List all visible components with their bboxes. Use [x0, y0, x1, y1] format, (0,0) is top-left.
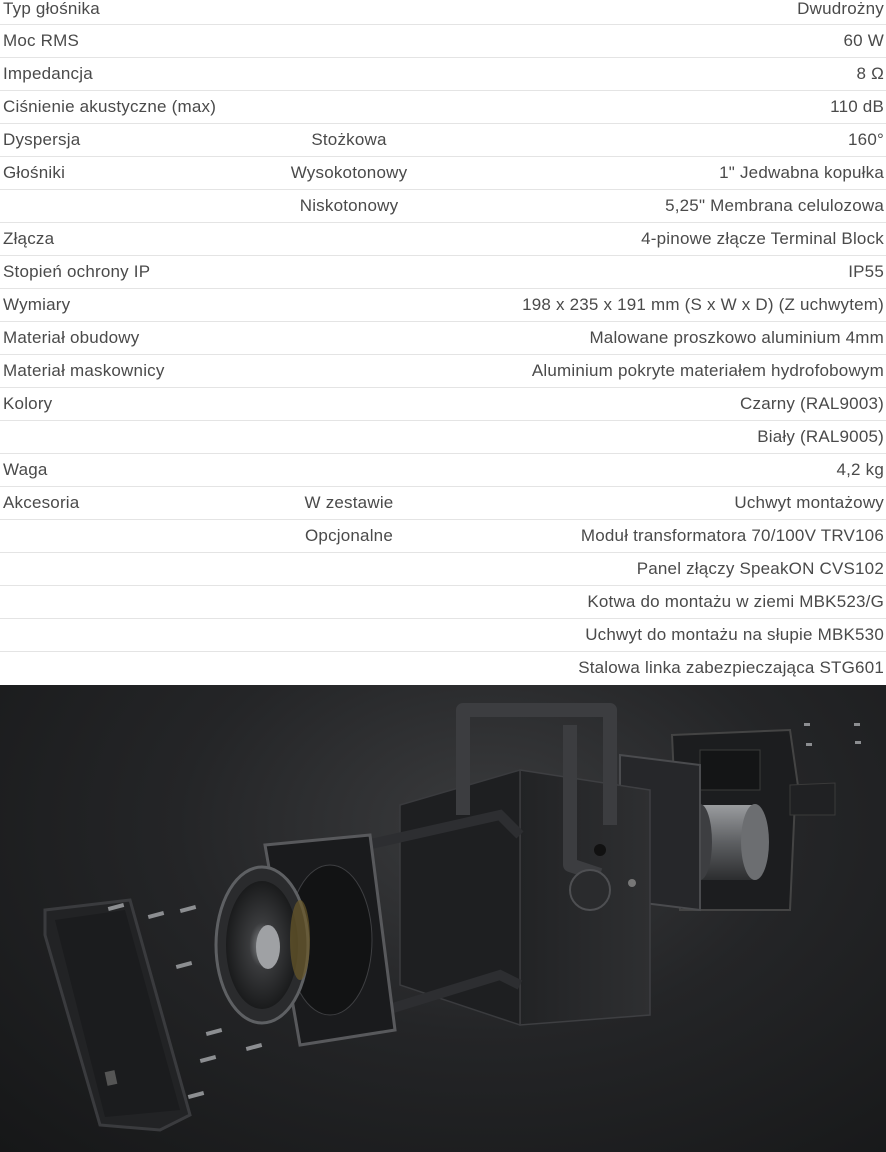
- spec-sublabel: Wysokotonowy: [290, 163, 408, 182]
- spec-value: Stalowa linka zabezpieczająca STG601: [578, 658, 884, 677]
- spec-label: Złącza: [3, 229, 55, 248]
- spec-row: [0, 619, 886, 652]
- spec-label: Wymiary: [3, 295, 71, 314]
- spec-row: [0, 487, 886, 520]
- spec-label: Dyspersja: [3, 130, 81, 149]
- spec-row: [0, 0, 886, 25]
- front-grille: [45, 900, 190, 1130]
- spec-value: Moduł transformatora 70/100V TRV106: [580, 526, 884, 545]
- spec-row: [0, 289, 886, 322]
- spec-label: Ciśnienie akustyczne (max): [3, 97, 217, 116]
- spec-label: Moc RMS: [3, 31, 80, 50]
- spec-label: Akcesoria: [3, 493, 80, 512]
- spec-label: Materiał obudowy: [3, 328, 140, 347]
- spec-label: Impedancja: [3, 64, 93, 83]
- spec-value: Dwudrożny: [797, 0, 884, 18]
- spec-sublabel: Niskotonowy: [299, 196, 399, 215]
- spec-row: [0, 223, 886, 256]
- spec-value: Panel złączy SpeakON CVS102: [636, 559, 884, 578]
- spec-value: Malowane proszkowo aluminium 4mm: [589, 328, 884, 347]
- spec-row: [0, 520, 886, 553]
- spec-sublabel: Stożkowa: [311, 130, 387, 149]
- spec-row: [0, 388, 886, 421]
- spec-label: Waga: [3, 460, 48, 479]
- spec-row: [0, 586, 886, 619]
- spec-row: [0, 322, 886, 355]
- spec-value: Uchwyt montażowy: [734, 493, 884, 512]
- spec-row: [0, 58, 886, 91]
- speaker-exploded-illustration: [0, 685, 886, 1152]
- spec-row: [0, 553, 886, 586]
- spec-row: [0, 355, 886, 388]
- spec-value: Aluminium pokryte materiałem hydrofobowym: [531, 361, 884, 380]
- woofer-driver: [216, 867, 310, 1023]
- spec-row: [0, 652, 886, 685]
- spec-value: Uchwyt do montażu na słupie MBK530: [585, 625, 884, 644]
- speaker-exploded-view-image: [0, 685, 886, 1152]
- spec-label: Stopień ochrony IP: [3, 262, 151, 281]
- spec-label: Kolory: [3, 394, 53, 413]
- spec-label: Typ głośnika: [3, 0, 100, 18]
- spec-row: [0, 25, 886, 58]
- spec-value: 110 dB: [830, 97, 884, 116]
- spec-value: 1" Jedwabna kopułka: [719, 163, 884, 182]
- spec-value: 198 x 235 x 191 mm (S x W x D) (Z uchwytem): [522, 295, 884, 314]
- spec-value: 60 W: [843, 31, 884, 50]
- spec-value: IP55: [848, 262, 884, 281]
- spec-value: Biały (RAL9005): [757, 427, 884, 446]
- spec-row: [0, 124, 886, 157]
- spec-row: [0, 190, 886, 223]
- spec-value: Czarny (RAL9003): [740, 394, 884, 413]
- spec-row: [0, 421, 886, 454]
- spec-sublabel: Opcjonalne: [304, 526, 394, 545]
- spec-value: Kotwa do montażu w ziemi MBK523/G: [587, 592, 884, 611]
- spec-label: Głośniki: [3, 163, 66, 182]
- spec-sublabel: W zestawie: [304, 493, 394, 512]
- spec-row: [0, 91, 886, 124]
- spec-value: 4,2 kg: [836, 460, 884, 479]
- spec-value: 160°: [848, 130, 884, 149]
- spec-label: Materiał maskownicy: [3, 361, 165, 380]
- spec-value: 5,25" Membrana celulozowa: [665, 196, 884, 215]
- spec-value: 8 Ω: [856, 64, 884, 83]
- spec-value: 4-pinowe złącze Terminal Block: [641, 229, 884, 248]
- spec-row: [0, 454, 886, 487]
- spec-row: [0, 157, 886, 190]
- spec-row: [0, 256, 886, 289]
